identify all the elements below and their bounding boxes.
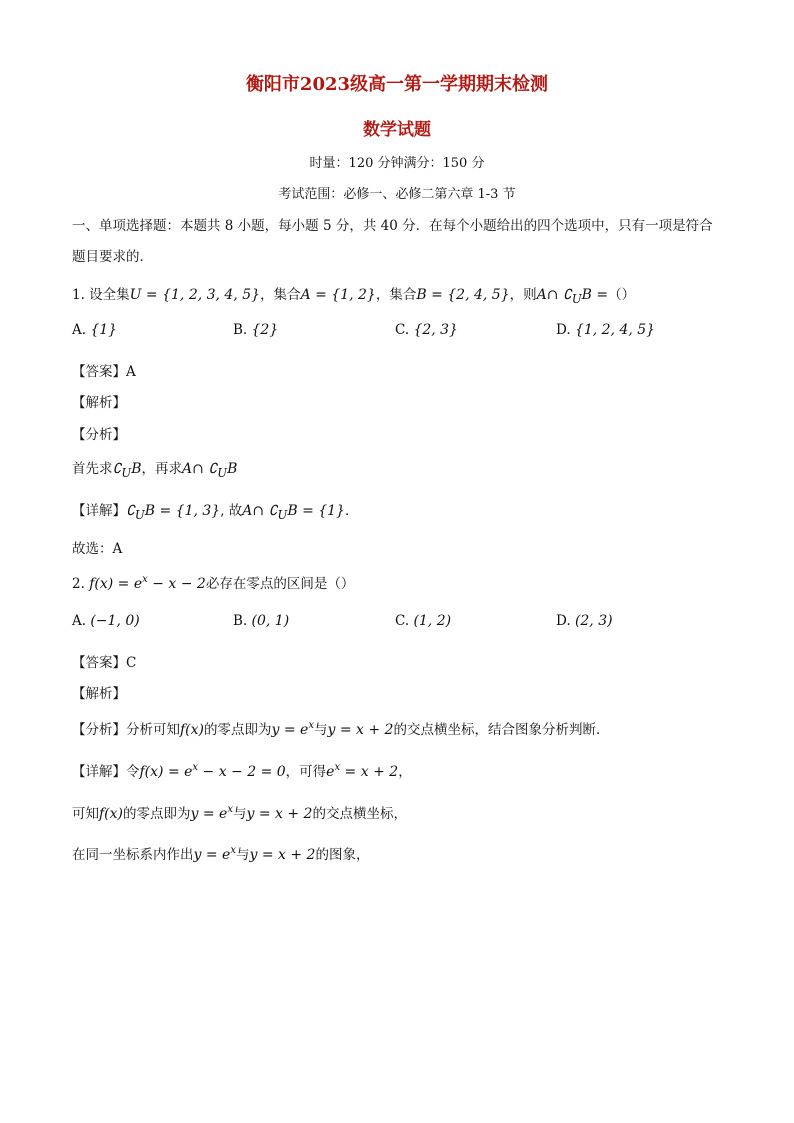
stem-expression: A∩ $∁_UB$ = <box>536 287 609 306</box>
exam-subtitle: 数学试题 <box>363 120 431 140</box>
q1-fenxi-label: 【分析】 <box>72 427 126 443</box>
q2-option-c: C. (1, 2) <box>395 613 452 629</box>
set-u: U = {1, 2, 3, 4, 5} <box>129 287 261 303</box>
question-1-stem <box>72 283 734 306</box>
q2-answer: 【答案】C <box>72 655 137 671</box>
stem-text: ，集合 <box>260 287 301 303</box>
q2-jiexi-label: 【解析】 <box>72 686 126 702</box>
q1-conclusion: 故选：A <box>72 541 123 557</box>
section-heading-line2: 题目要求的． <box>72 249 153 265</box>
scope-info: 考试范围：必修一、必修二第六章 1-3 节 <box>278 187 516 202</box>
question-2-stem: 2. $f(x) = e^x - x - 2$必存在零点的区间是（） <box>72 574 355 592</box>
q1-option-b: B. {2} <box>233 322 279 338</box>
stem-text: ，则 <box>509 287 537 303</box>
q2-explanation-line2: 可知f(x)的零点即为$y = e^x$与y = x + 2的交点横坐标， <box>72 804 407 822</box>
q1-option-c: C. {2, 3} <box>395 322 458 338</box>
q2-explanation-line3: 在同一坐标系内作出$y = e^x$与y = x + 2的图象， <box>72 845 370 863</box>
q1-jiexi-label: 【解析】 <box>72 395 126 411</box>
q1-fenxi-text: 首先求$∁_UB$，再求A∩ $∁_UB$ <box>72 461 238 480</box>
set-a: A = {1, 2} <box>300 287 376 303</box>
exam-title: 衡阳市2023级高一第一学期期末检测 <box>245 74 549 95</box>
q1-xiangjie: 【详解】$∁_UB = \{1$, 3}, 故A∩ $∁_UB = \{1\}$． <box>72 503 359 522</box>
q2-option-a: A. (−1, 0) <box>72 613 140 629</box>
q1-option-a: A. {1} <box>72 322 118 338</box>
q1-option-d: D. {1, 2, 4, 5} <box>556 322 656 338</box>
q2-fenxi: 【分析】分析可知f(x)的零点即为$y = e^x$与y = x + 2的交点横坐标，结合图象分析判断． <box>72 720 610 738</box>
q2-xiangjie: 【详解】令$f(x) = e^x - x - 2 = 0$，可得$e^x = x + 2$， <box>72 762 412 780</box>
answer-blank: （） <box>608 287 636 303</box>
q2-option-b: B. (0, 1) <box>233 613 290 629</box>
question-1-number: 1. 设全集 <box>72 287 130 303</box>
section-heading-line1: 一、单项选择题：本题共 8 小题，每小题 5 分，共 40 分．在每个小题给出的四个选项中，只有一项是符合 <box>72 218 713 234</box>
set-b: B = {2, 4, 5} <box>416 287 510 303</box>
q1-answer: 【答案】A <box>72 364 136 380</box>
stem-text: ，集合 <box>375 287 417 303</box>
time-score-info: 时量：120 分钟满分：150 分 <box>309 156 485 171</box>
q2-option-d: D. (2, 3) <box>556 613 613 629</box>
